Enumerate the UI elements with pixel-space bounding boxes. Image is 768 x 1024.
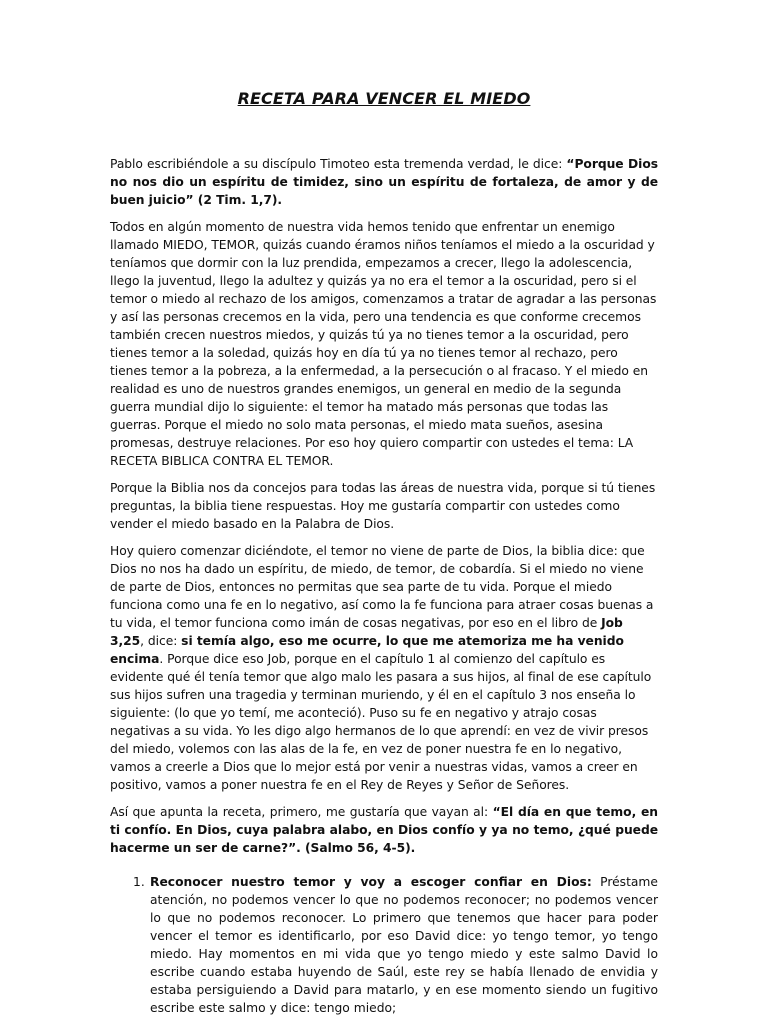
list-item-number: 1. xyxy=(133,875,145,889)
paragraph-biblia: Porque la Biblia nos da concejos para todas las áreas de nuestra vida, porque si tú tienes preguntas, la biblia tiene respuestas. Hoy me gustaría compartir con ustedes como vender el miedo basado en la Palabra de Dios. xyxy=(110,481,656,531)
job-reference: Job 3,25 xyxy=(110,616,623,648)
job-quote: si temía algo, eso me ocurre, lo que me atemoriza me ha venido encima xyxy=(110,634,624,666)
job-text-c: . Porque dice eso Job, porque en el capítulo 1 al comienzo del capítulo es evidente qué él tenía temor que algo malo les pasara a sus hijos, al final de ese capítulo sus hijos sufren una tragedia y terminan muriendo, y él en el capítulo 3 nos enseña lo siguiente: (lo que yo temí, me aconteció). Puso su fe en negativo y atrajo cosas negativas a su vida. Yo les digo algo hermanos de lo que aprendí: en vez de vivir presos del miedo, volemos con las alas de la fe, en vez de poner nuestra fe en lo negativo, vamos a creerle a Dios que lo mejor está por venir a nuestras vidas, vamos a creer en positivo, vamos a poner nuestra fe en el Rey de Reyes y Señor de Señores. xyxy=(110,652,652,792)
receta-quote: “El día en que temo, en ti confío. En Dios, cuya palabra alabo, en Dios confío y ya no temo, ¿qué puede hacerme un ser de carne?”. (Salmo 56, 4-5). xyxy=(110,805,658,855)
paragraph-intro xyxy=(110,155,658,209)
list-item xyxy=(110,873,658,1017)
receta-text: Así que apunta la receta, primero, me gustaría que vayan al: xyxy=(110,805,493,819)
job-text-a: Hoy quiero comenzar diciéndote, el temor no viene de parte de Dios, la biblia dice: que Dios no nos ha dado un espíritu, de miedo, de temor, de cobardía. Si el miedo no viene de parte de Dios, entonces no permitas que sea parte de tu vida. Porque el miedo funciona como una fe en lo negativo, así como la fe funciona para atraer cosas buenas a tu vida, el temor funciona como imán de cosas negativas, por eso en el libro de xyxy=(110,544,654,630)
document-title: RECETA PARA VENCER EL MIEDO xyxy=(237,89,531,108)
receta-list xyxy=(110,873,658,1017)
list-item-text: Préstame atención, no podemos vencer lo que no podemos reconocer; no podemos vencer lo que no podemos reconocer. Lo primero que tenemos que hacer para poder vencer el temor es identificarlo, por eso David dice: yo tengo temor, yo tengo miedo. Hay momentos en mi vida que yo tengo miedo y este salmo David lo escribe cuando estaba huyendo de Saúl, este rey se había llenado de envidia y estaba persiguiendo a David para matarlo, y en ese momento siendo un fugitivo escribe este salmo y dice: tengo miedo; xyxy=(150,875,658,1015)
paragraph-job xyxy=(110,542,658,794)
intro-text: Pablo escribiéndole a su discípulo Timoteo esta tremenda verdad, le dice: xyxy=(110,157,567,171)
paragraph-miedo: Todos en algún momento de nuestra vida hemos tenido que enfrentar un enemigo llamado MIEDO, TEMOR, quizás cuando éramos niños teníamos el miedo a la oscuridad y teníamos que dormir con la luz prendida, empezamos a crecer, llego la adolescencia, llego la juventud, llego la adultez y quizás ya no era el temor a la oscuridad, pero si el temor o miedo al rechazo de los amigos, comenzamos a tratar de agradar a las personas y así las personas crecemos en la vida, pero una tendencia es que conforme crecemos también crecen nuestros miedos, y quizás tú ya no tienes temor a la oscuridad, pero tienes temor a la soledad, quizás hoy en día tú ya no tienes temor al rechazo, pero tienes temor a la pobreza, a la enfermedad, a la persecución o al fracaso. Y el miedo en realidad es uno de nuestros grandes enemigos, un general en medio de la segunda guerra mundial dijo lo siguiente: el temor ha matado más personas que todas las guerras. Porque el miedo no solo mata personas, el miedo mata sueños, asesina promesas, destruye relaciones. Por eso hoy quiero compartir con ustedes el tema: LA RECETA BIBLICA CONTRA EL TEMOR. xyxy=(110,220,657,468)
paragraph-receta xyxy=(110,803,658,857)
list-item-heading: Reconocer nuestro temor y voy a escoger confiar en Dios: xyxy=(150,875,592,889)
intro-quote: “Porque Dios no nos dio un espíritu de timidez, sino un espíritu de fortaleza, de amor y de buen juicio” (2 Tim. 1,7). xyxy=(110,157,658,207)
job-text-b: , dice: xyxy=(140,634,182,648)
